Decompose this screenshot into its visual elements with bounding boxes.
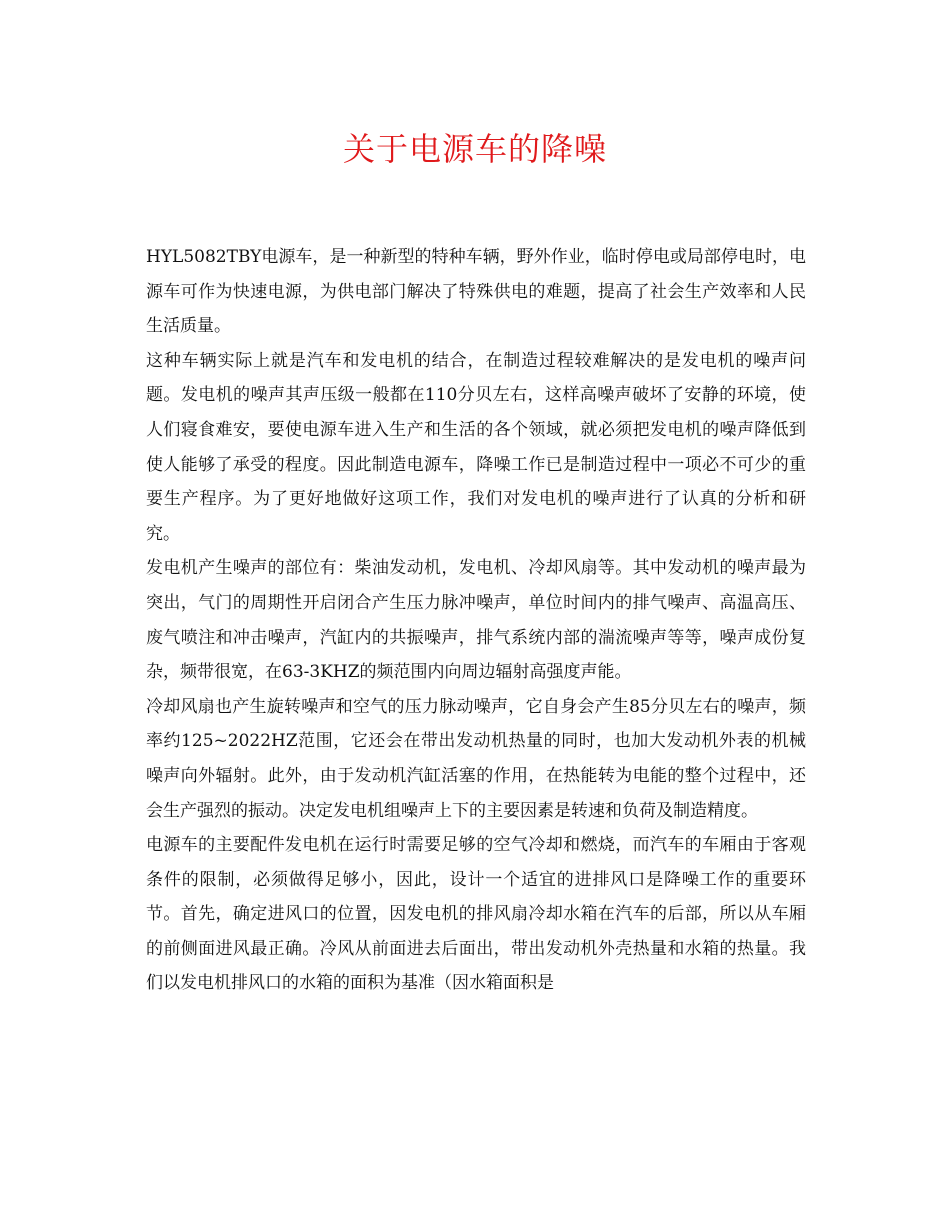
paragraph-4: 冷却风扇也产生旋转噪声和空气的压力脉动噪声，它自身会产生85分贝左右的噪声，频率约125~2022HZ范围，它还会在带出发动机热量的同时，也加大发动机外表的机械噪声向外辐射。此外，由于发动机汽缸活塞的作用，在热能转为电能的整个过程中，还会生产强烈的振动。决定发电机组噪声上下的主要因素是转速和负荷及制造精度。 — [146, 696, 806, 821]
paragraph-5: 电源车的主要配件发电机在运行时需要足够的空气冷却和燃烧，而汽车的车厢由于客观条件的限制，必须做得足够小，因此，设计一个适宜的进排风口是降噪工作的重要环节。首先，确定进风口的位置，因发电机的排风扇冷却水箱在汽车的后部，所以从车厢的前侧面进风最正确。冷风从前面进去后面出，带出发动机外壳热量和水箱的热量。我们以发电机排风口的水箱的面积为基准（因水箱面积是 — [146, 835, 806, 994]
document-title: 关于电源车的降噪 — [342, 130, 607, 168]
paragraph-2: 这种车辆实际上就是汽车和发电机的结合，在制造过程较难解决的是发电机的噪声问题。发电机的噪声其声压级一般都在110分贝左右，这样高噪声破坏了安静的环境，使人们寝食难安，要使电源车进入生产和生活的各个领域，就必须把发电机的噪声降低到使人能够了承受的程度。因此制造电源车，降噪工作已是制造过程中一项必不可少的重要生产程序。为了更好地做好这项工作，我们对发电机的噪声进行了认真的分析和研究。 — [146, 350, 806, 544]
paragraph-3: 发电机产生噪声的部位有：柴油发动机，发电机、冷却风扇等。其中发动机的噪声最为突出，气门的周期性开启闭合产生压力脉冲噪声，单位时间内的排气噪声、高温高压、废气喷注和冲击噪声，汽缸内的共振噪声，排气系统内部的湍流噪声等等，噪声成份复杂，频带很宽，在63-3KHZ的频范围内向周边辐射高强度声能。 — [146, 558, 806, 683]
document-body — [146, 240, 806, 1001]
paragraph-1: HYL5082TBY电源车，是一种新型的特种车辆，野外作业，临时停电或局部停电时，电源车可作为快速电源，为供电部门解决了特殊供电的难题，提高了社会生产效率和人民生活质量。 — [146, 247, 806, 337]
